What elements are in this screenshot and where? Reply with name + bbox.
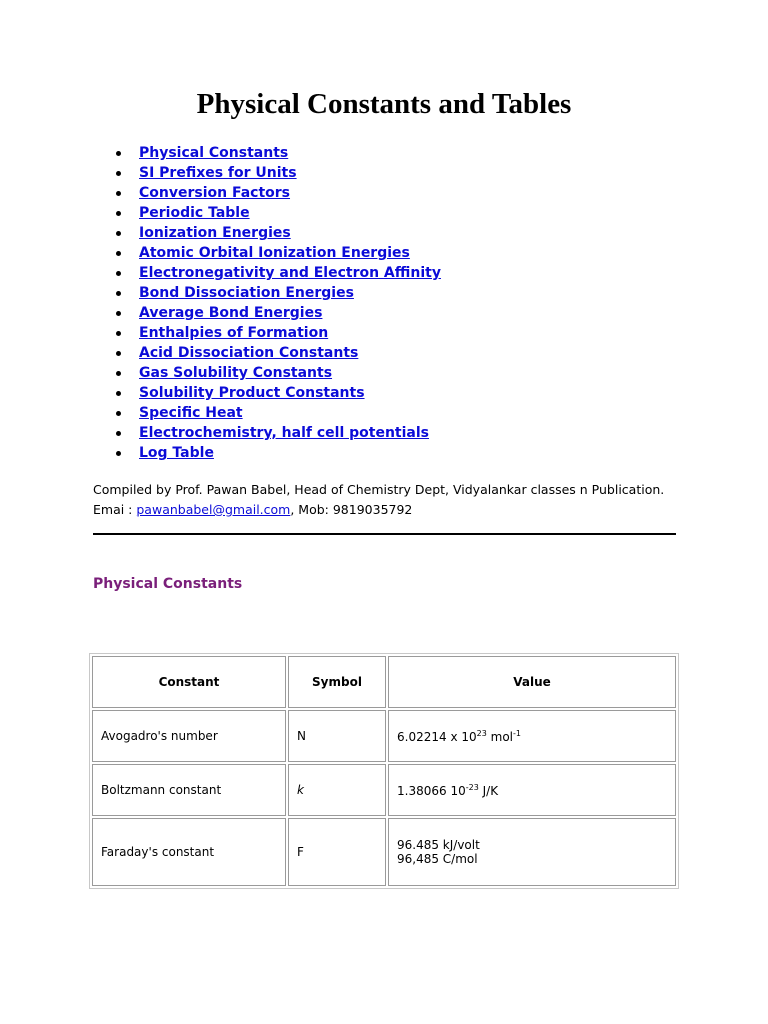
bullet-icon bbox=[116, 191, 121, 196]
toc-link-solubility-product[interactable]: Solubility Product Constants bbox=[139, 385, 365, 401]
symbol-cell: N bbox=[288, 710, 386, 762]
value-cell: 1.38066 $10^{-23}$ J/K bbox=[388, 764, 676, 816]
toc-item bbox=[110, 383, 441, 403]
bullet-icon bbox=[116, 311, 121, 316]
toc-link-log-table[interactable]: Log Table bbox=[139, 445, 214, 461]
email-link[interactable]: pawanbabel@gmail.com bbox=[136, 502, 291, 517]
toc-link-atomic-orbital-ionization[interactable]: Atomic Orbital Ionization Energies bbox=[139, 245, 410, 261]
toc-item bbox=[110, 343, 441, 363]
column-header-symbol: Symbol bbox=[288, 656, 386, 708]
toc-item bbox=[110, 243, 441, 263]
toc-link-specific-heat[interactable]: Specific Heat bbox=[139, 405, 243, 421]
toc-link-ionization-energies[interactable]: Ionization Energies bbox=[139, 225, 291, 241]
toc-item bbox=[110, 303, 441, 323]
credits-line: Compiled by Prof. Pawan Babel, Head of Chemistry Dept, Vidyalankar classes n Publication. bbox=[93, 482, 665, 497]
toc-link-electrochemistry[interactable]: Electrochemistry, half cell potentials bbox=[139, 425, 429, 441]
bullet-icon bbox=[116, 171, 121, 176]
mobile-text: , Mob: 9819035792 bbox=[290, 502, 413, 517]
toc-link-average-bond-energies[interactable]: Average Bond Energies bbox=[139, 305, 323, 321]
toc-link-si-prefixes[interactable]: SI Prefixes for Units bbox=[139, 165, 297, 181]
toc-item bbox=[110, 403, 441, 423]
value-cell: 96.485 kJ/volt 96,485 C/mol bbox=[388, 818, 676, 886]
symbol-cell: k bbox=[288, 764, 386, 816]
bullet-icon bbox=[116, 211, 121, 216]
table-of-contents bbox=[110, 143, 441, 463]
table-row bbox=[92, 818, 676, 886]
toc-item bbox=[110, 203, 441, 223]
table-row bbox=[92, 764, 676, 816]
bullet-icon bbox=[116, 431, 121, 436]
toc-link-bond-dissociation[interactable]: Bond Dissociation Energies bbox=[139, 285, 354, 301]
toc-item bbox=[110, 183, 441, 203]
toc-item bbox=[110, 163, 441, 183]
bullet-icon bbox=[116, 231, 121, 236]
toc-link-periodic-table[interactable]: Periodic Table bbox=[139, 205, 250, 221]
constant-cell: Avogadro's number bbox=[92, 710, 286, 762]
toc-link-gas-solubility[interactable]: Gas Solubility Constants bbox=[139, 365, 333, 381]
bullet-icon bbox=[116, 291, 121, 296]
toc-link-physical-constants[interactable]: Physical Constants bbox=[139, 145, 289, 161]
constants-table bbox=[89, 653, 679, 889]
section-heading: Physical Constants bbox=[93, 576, 243, 592]
toc-item bbox=[110, 223, 441, 243]
contact-line bbox=[93, 500, 664, 520]
horizontal-rule bbox=[93, 533, 676, 535]
bullet-icon bbox=[116, 151, 121, 156]
toc-link-electronegativity[interactable]: Electronegativity and Electron Affinity bbox=[139, 265, 441, 281]
bullet-icon bbox=[116, 251, 121, 256]
toc-item bbox=[110, 363, 441, 383]
bullet-icon bbox=[116, 451, 121, 456]
constant-cell: Faraday's constant bbox=[92, 818, 286, 886]
bullet-icon bbox=[116, 331, 121, 336]
table-header-row bbox=[92, 656, 676, 708]
bullet-icon bbox=[116, 411, 121, 416]
bullet-icon bbox=[116, 271, 121, 276]
credits bbox=[93, 480, 664, 520]
bullet-icon bbox=[116, 371, 121, 376]
toc-link-acid-dissociation[interactable]: Acid Dissociation Constants bbox=[139, 345, 359, 361]
constant-cell: Boltzmann constant bbox=[92, 764, 286, 816]
toc-item bbox=[110, 263, 441, 283]
toc-item bbox=[110, 423, 441, 443]
toc-link-conversion-factors[interactable]: Conversion Factors bbox=[139, 185, 291, 201]
table-row bbox=[92, 710, 676, 762]
toc-item bbox=[110, 323, 441, 343]
toc-item bbox=[110, 283, 441, 303]
value-cell: 6.02214 x $10^{23}$ mol$^{-1}$ bbox=[388, 710, 676, 762]
toc-item bbox=[110, 143, 441, 163]
toc-item bbox=[110, 443, 441, 463]
email-prefix: Emai : bbox=[93, 502, 137, 517]
toc-link-enthalpies[interactable]: Enthalpies of Formation bbox=[139, 325, 329, 341]
column-header-value: Value bbox=[388, 656, 676, 708]
symbol-cell: F bbox=[288, 818, 386, 886]
column-header-constant: Constant bbox=[92, 656, 286, 708]
page-title: Physical Constants and Tables bbox=[196, 88, 572, 120]
bullet-icon bbox=[116, 351, 121, 356]
bullet-icon bbox=[116, 391, 121, 396]
